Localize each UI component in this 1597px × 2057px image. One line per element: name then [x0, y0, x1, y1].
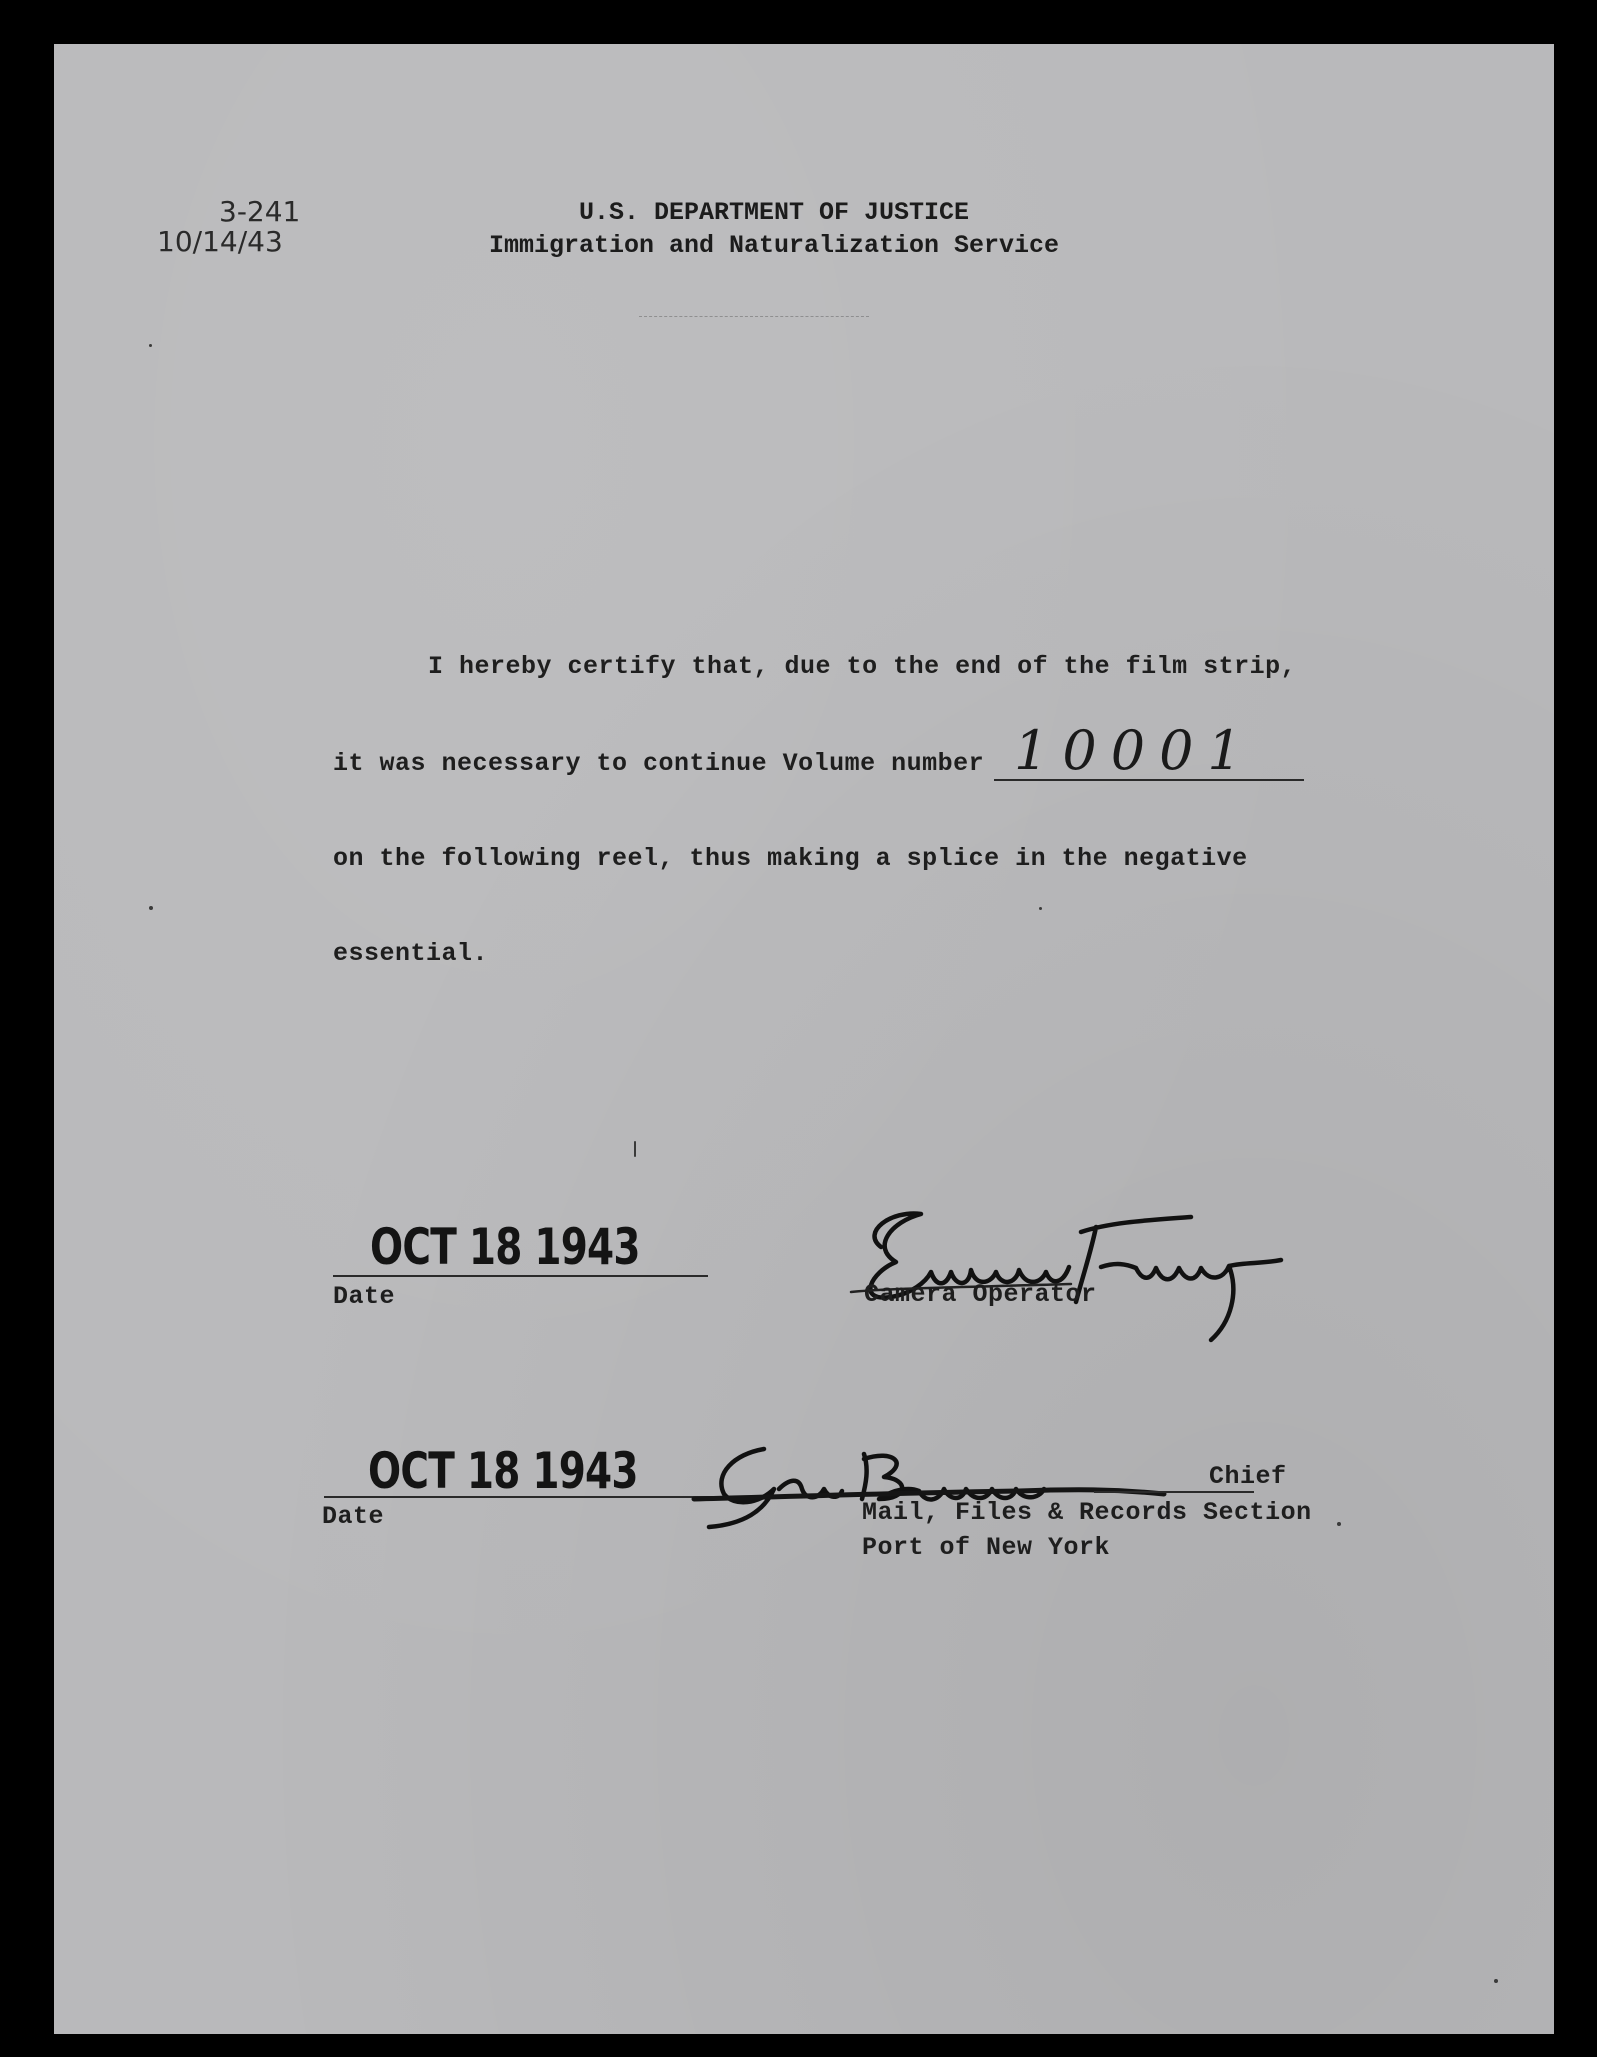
camera-operator-label: Camera Operator: [864, 1280, 1097, 1309]
chief-label: Chief: [1209, 1462, 1287, 1491]
date-stamp-2: OCT 18 1943: [368, 1442, 638, 1500]
certification-line-1: I hereby certify that, due to the end of the film strip,: [428, 652, 1297, 681]
scan-speck: [1337, 1522, 1341, 1526]
date-line-1: [333, 1275, 708, 1277]
faint-header-mark: [639, 316, 869, 317]
scan-speck: [149, 344, 152, 347]
certification-line-2: it was necessary to continue Volume number: [333, 749, 985, 778]
form-number: 3-241: [219, 195, 301, 228]
service-title: Immigration and Naturalization Service: [488, 231, 1060, 260]
department-title: U.S. DEPARTMENT OF JUSTICE: [578, 198, 970, 227]
date-label-2: Date: [322, 1502, 385, 1531]
scan-speck: [1039, 907, 1042, 910]
scan-speck: [149, 906, 153, 910]
date-label-1: Date: [333, 1282, 396, 1311]
form-date: 10/14/43: [157, 225, 283, 258]
date-stamp-1: OCT 18 1943: [370, 1218, 640, 1276]
port-of-new-york-label: Port of New York: [862, 1533, 1111, 1562]
volume-number: 10001: [1014, 719, 1256, 782]
scan-speck: [1494, 1979, 1498, 1983]
certification-line-3: on the following reel, thus making a splice in the negative: [333, 844, 1248, 873]
scan-speck: [634, 1141, 636, 1157]
document-page: [54, 44, 1554, 2034]
camera-operator-signature: [851, 1192, 1321, 1342]
date-line-2: [324, 1496, 744, 1498]
mail-files-records-label: Mail, Files & Records Section: [862, 1498, 1312, 1527]
title-line-2: [1094, 1491, 1254, 1493]
certification-line-4: essential.: [333, 939, 489, 968]
